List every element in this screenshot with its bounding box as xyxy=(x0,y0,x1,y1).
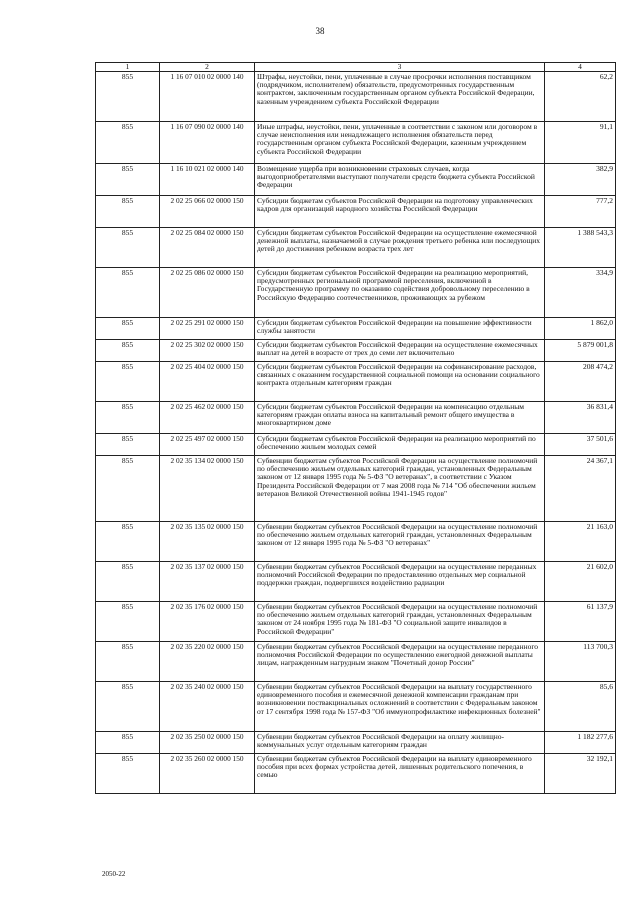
income-name-cell: Субвенции бюджетам субъектов Российской Федерации на оплату жилищно-коммунальных услуг отдельным категориям граждан xyxy=(255,731,545,753)
income-name-cell: Субсидии бюджетам субъектов Российской Федерации на осуществление ежемесячной денежной выплаты, назначаемой в случае рождения третьего ребенка или последующих детей до достижения ребенком возраста трех лет xyxy=(255,227,545,267)
income-name-cell: Штрафы, неустойки, пени, уплаченные в случае просрочки исполнения поставщиком (подрядчиком, исполнителем) обязательств, предусмотренных государственным контрактом, заключенным государственным органом субъекта Российской Федерации, казенным учреждением субъекта Российской Федерации xyxy=(255,71,545,121)
income-name-cell: Субвенции бюджетам субъектов Российской Федерации на осуществление полномочий по обеспечению жильем отдельных категорий граждан, установленных Федеральным законом от 12 января 1995 года № 5-ФЗ "О ветеранах" xyxy=(255,521,545,561)
budget-code-cell: 2 02 35 220 02 0000 150 xyxy=(160,641,255,681)
table-row xyxy=(96,521,616,561)
income-name-cell: Субвенции бюджетам субъектов Российской Федерации на осуществление полномочий по обеспечению жильем отдельных категорий граждан, установленных Федеральным законом от 24 ноября 1995 года № 181-ФЗ "О социальной защите инвалидов в Российской Федерации" xyxy=(255,601,545,641)
income-name-cell: Субвенции бюджетам субъектов Российской Федерации на осуществление полномочий по обеспечению жильем отдельных категорий граждан, установленных Федеральным законом от 12 января 1995 года № 5-ФЗ "О ветеранах", в соответствии с Указом Президента Российской Федерации от 7 мая 2008 года № 714 "Об обеспечении жильем ветеранов Великой Отечественной войны 1941-1945 годов" xyxy=(255,455,545,521)
income-name-cell: Субсидии бюджетам субъектов Российской Федерации на повышение эффективности службы занятости xyxy=(255,317,545,339)
table-body xyxy=(96,71,616,793)
admin-code-cell: 855 xyxy=(96,121,160,163)
admin-code-cell: 855 xyxy=(96,561,160,601)
admin-code-cell: 855 xyxy=(96,433,160,455)
budget-code-cell: 1 16 07 090 02 0000 140 xyxy=(160,121,255,163)
income-name-cell: Иные штрафы, неустойки, пени, уплаченные в соответствии с законом или договором в случае неисполнения или ненадлежащего исполнения обязательств перед государственным органом субъекта Российской Федерации, казенным учреждением субъекта Российской Федерации xyxy=(255,121,545,163)
amount-cell: 208 474,2 xyxy=(545,361,616,401)
amount-cell: 1 862,0 xyxy=(545,317,616,339)
amount-cell: 1 388 543,3 xyxy=(545,227,616,267)
budget-table xyxy=(95,62,616,794)
budget-code-cell: 2 02 35 134 02 0000 150 xyxy=(160,455,255,521)
table-row xyxy=(96,455,616,521)
amount-cell: 777,2 xyxy=(545,195,616,227)
table-row xyxy=(96,641,616,681)
budget-code-cell: 2 02 35 260 02 0000 150 xyxy=(160,753,255,793)
amount-cell: 5 879 001,8 xyxy=(545,339,616,361)
budget-code-cell: 2 02 25 404 02 0000 150 xyxy=(160,361,255,401)
income-name-cell: Субсидии бюджетам субъектов Российской Федерации на реализацию мероприятий по обеспечению жильем молодых семей xyxy=(255,433,545,455)
admin-code-cell: 855 xyxy=(96,753,160,793)
income-name-cell: Субсидии бюджетам субъектов Российской Федерации на реализацию мероприятий, предусмотренных региональной программой переселения, включенной в Государственную программу по оказанию содействия добровольному переселению в Российскую Федерацию соотечественников, проживающих за рубежом xyxy=(255,267,545,317)
table-header-row xyxy=(96,63,616,72)
income-name-cell: Возмещение ущерба при возникновении страховых случаев, когда выгодоприобретателями выступают получатели средств бюджета субъекта Российской Федерации xyxy=(255,163,545,195)
amount-cell: 1 182 277,6 xyxy=(545,731,616,753)
table-row xyxy=(96,433,616,455)
budget-code-cell: 2 02 35 135 02 0000 150 xyxy=(160,521,255,561)
table-row xyxy=(96,361,616,401)
budget-code-cell: 1 16 07 010 02 0000 140 xyxy=(160,71,255,121)
amount-cell: 61 137,9 xyxy=(545,601,616,641)
admin-code-cell: 855 xyxy=(96,601,160,641)
admin-code-cell: 855 xyxy=(96,339,160,361)
table-row xyxy=(96,601,616,641)
budget-code-cell: 2 02 25 084 02 0000 150 xyxy=(160,227,255,267)
table-row xyxy=(96,195,616,227)
admin-code-cell: 855 xyxy=(96,227,160,267)
income-name-cell: Субсидии бюджетам субъектов Российской Федерации на софинансирование расходов, связанных с оказанием государственной социальной помощи на основании социального контракта отдельным категориям граждан xyxy=(255,361,545,401)
admin-code-cell: 855 xyxy=(96,71,160,121)
table-row xyxy=(96,401,616,433)
amount-cell: 32 192,1 xyxy=(545,753,616,793)
admin-code-cell: 855 xyxy=(96,455,160,521)
budget-code-cell: 2 02 25 302 02 0000 150 xyxy=(160,339,255,361)
income-name-cell: Субвенции бюджетам субъектов Российской Федерации на выплату единовременного пособия при всех формах устройства детей, лишенных родительского попечения, в семью xyxy=(255,753,545,793)
table-row xyxy=(96,267,616,317)
table-row xyxy=(96,731,616,753)
admin-code-cell: 855 xyxy=(96,681,160,731)
amount-cell: 113 700,3 xyxy=(545,641,616,681)
budget-code-cell: 2 02 25 497 02 0000 150 xyxy=(160,433,255,455)
amount-cell: 334,9 xyxy=(545,267,616,317)
income-name-cell: Субсидии бюджетам субъектов Российской Федерации на компенсацию отдельным категориям граждан оплаты взноса на капитальный ремонт общего имущества в многоквартирном доме xyxy=(255,401,545,433)
amount-cell: 21 602,0 xyxy=(545,561,616,601)
table-row xyxy=(96,71,616,121)
amount-cell: 36 831,4 xyxy=(545,401,616,433)
page-number: 38 xyxy=(315,26,325,36)
income-name-cell: Субсидии бюджетам субъектов Российской Федерации на осуществление ежемесячных выплат на детей в возрасте от трех до семи лет включительно xyxy=(255,339,545,361)
budget-code-cell: 2 02 25 291 02 0000 150 xyxy=(160,317,255,339)
table-row xyxy=(96,339,616,361)
table-row xyxy=(96,317,616,339)
table-row xyxy=(96,753,616,793)
income-name-cell: Субвенции бюджетам субъектов Российской Федерации на осуществление переданных полномочий Российской Федерации по предоставлению отдельных мер социальной поддержки граждан, подвергшихся воздействию радиации xyxy=(255,561,545,601)
column-header: 3 xyxy=(255,63,545,72)
admin-code-cell: 855 xyxy=(96,317,160,339)
admin-code-cell: 855 xyxy=(96,267,160,317)
admin-code-cell: 855 xyxy=(96,731,160,753)
budget-code-cell: 2 02 35 176 02 0000 150 xyxy=(160,601,255,641)
amount-cell: 382,9 xyxy=(545,163,616,195)
budget-code-cell: 2 02 25 462 02 0000 150 xyxy=(160,401,255,433)
income-name-cell: Субсидии бюджетам субъектов Российской Федерации на подготовку управленческих кадров для организаций народного хозяйства Российской Федерации xyxy=(255,195,545,227)
column-header: 4 xyxy=(545,63,616,72)
admin-code-cell: 855 xyxy=(96,521,160,561)
budget-code-cell: 2 02 35 240 02 0000 150 xyxy=(160,681,255,731)
amount-cell: 91,1 xyxy=(545,121,616,163)
admin-code-cell: 855 xyxy=(96,361,160,401)
budget-code-cell: 2 02 25 066 02 0000 150 xyxy=(160,195,255,227)
amount-cell: 24 367,1 xyxy=(545,455,616,521)
table-row xyxy=(96,121,616,163)
amount-cell: 21 163,0 xyxy=(545,521,616,561)
table-row xyxy=(96,163,616,195)
income-name-cell: Субвенции бюджетам субъектов Российской Федерации на осуществление переданного полномочия Российской Федерации по осуществлению ежегодной денежной выплаты лицам, награжденным нагрудным знаком "Почетный донор России" xyxy=(255,641,545,681)
amount-cell: 37 501,6 xyxy=(545,433,616,455)
budget-code-cell: 2 02 35 137 02 0000 150 xyxy=(160,561,255,601)
income-name-cell: Субвенции бюджетам субъектов Российской Федерации на выплату государственного единовременного пособия и ежемесячной денежной компенсации гражданам при возникновении поствакцинальных осложнений в соответствии с Федеральным законом от 17 сентября 1998 года № 157-ФЗ "Об иммунопрофилактике инфекционных болезней" xyxy=(255,681,545,731)
budget-code-cell: 2 02 35 250 02 0000 150 xyxy=(160,731,255,753)
admin-code-cell: 855 xyxy=(96,401,160,433)
table-row xyxy=(96,227,616,267)
admin-code-cell: 855 xyxy=(96,163,160,195)
table-row xyxy=(96,561,616,601)
admin-code-cell: 855 xyxy=(96,641,160,681)
amount-cell: 85,6 xyxy=(545,681,616,731)
footer-code: 2050-22 xyxy=(102,870,126,878)
admin-code-cell: 855 xyxy=(96,195,160,227)
column-header: 1 xyxy=(96,63,160,72)
budget-code-cell: 1 16 10 021 02 0000 140 xyxy=(160,163,255,195)
column-header: 2 xyxy=(160,63,255,72)
budget-code-cell: 2 02 25 086 02 0000 150 xyxy=(160,267,255,317)
amount-cell: 62,2 xyxy=(545,71,616,121)
table-row xyxy=(96,681,616,731)
